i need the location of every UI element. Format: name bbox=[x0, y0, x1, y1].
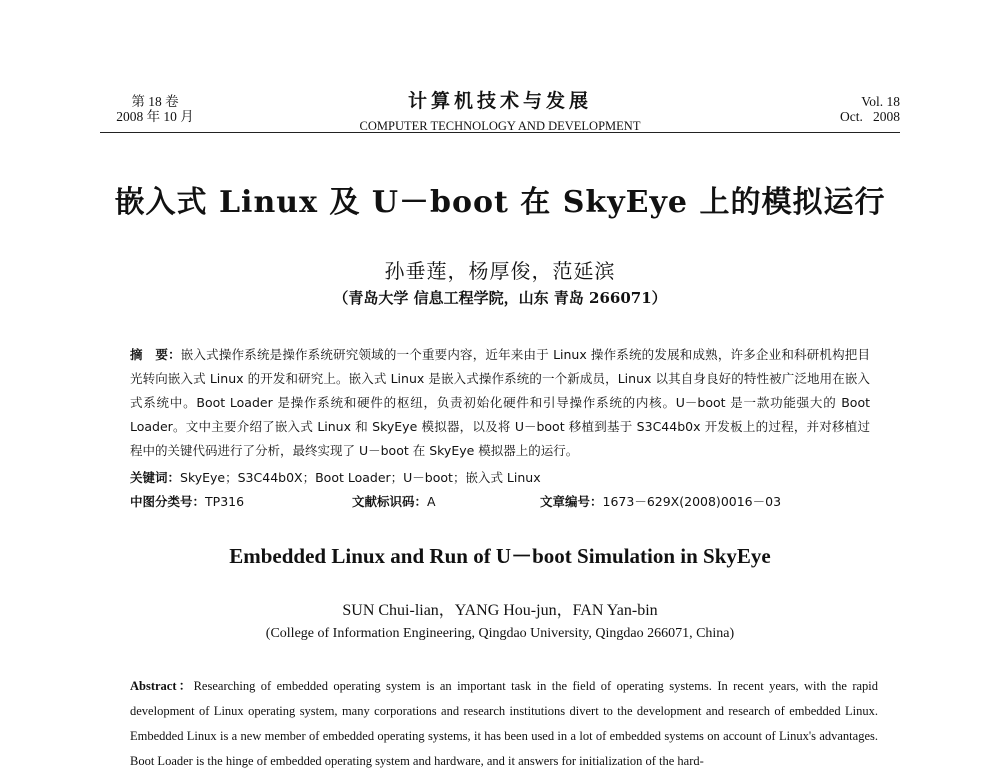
header-left bbox=[100, 94, 210, 124]
affiliation-cn: （青岛大学 信息工程学院，山东 青岛 266071） bbox=[333, 289, 667, 307]
journal-title-cn: 计算机技术与发展 bbox=[407, 90, 592, 112]
article-no-value: 1673－629X(2008)0016－03 bbox=[602, 494, 782, 509]
date-en: Oct. 2008 bbox=[840, 109, 900, 124]
journal-title-en: COMPUTER TECHNOLOGY AND DEVELOPMENT bbox=[359, 119, 641, 133]
abstract-en-text: Researching of embedded operating system is an important task in the field of operating systems. In recent years, with the rapid development of Linux operating system, many corporations and research institutions divert to the development and research of embedded Linux. Embedded Linux is a new member of embedded operating systems, it has been used in a lot of embedded systems on account of Linux's advantages. Boot Loader is the hinge of embedded operating system and hardware, and it answers for initialization of the hard- bbox=[130, 679, 878, 768]
abstract-en-label: Abstract： bbox=[130, 679, 194, 693]
header-rule bbox=[100, 132, 900, 133]
clc-label: 中图分类号： bbox=[130, 494, 206, 509]
authors-cn: 孙垂莲，杨厚俊，范延滨 bbox=[384, 259, 616, 283]
paper-title-cn: 嵌入式 Linux 及 U－boot 在 SkyEye 上的模拟运行 bbox=[114, 185, 886, 220]
document-code bbox=[352, 492, 436, 510]
abstract-cn bbox=[130, 343, 870, 463]
authors-en: SUN Chui-lian，YANG Hou-jun，FAN Yan-bin bbox=[342, 602, 658, 619]
doc-code-value: A bbox=[427, 494, 436, 509]
abstract-cn-text: 嵌入式操作系统是操作系统研究领域的一个重要内容，近年来由于 Linux 操作系统的发展和成熟，许多企业和科研机构把目光转向嵌入式 Linux 的开发和研究上。嵌入式 Linux 是嵌入式操作系统的一个新成员，Linux 以其自身良好的特性被广泛地用在嵌入式系统中。Boot Loader 是操作系统和硬件的枢纽，负责初始化硬件和引导操作系统的内核。U－boot 是一款功能强大的 Boot Loader。文中主要介绍了嵌入式 Linux 和 SkyEye 模拟器，以及将 U－boot 移植到基于 S3C44b0x 开发板上的过程，并对移植过程中的关键代码进行了分析，最终实现了 U－boot 在 SkyEye 模拟器上的运行。 bbox=[130, 347, 870, 458]
clc-value: TP316 bbox=[205, 494, 245, 509]
article-no-label: 文章编号： bbox=[540, 494, 603, 509]
header-center bbox=[300, 86, 700, 134]
clc-number bbox=[130, 492, 244, 510]
keywords bbox=[130, 468, 870, 486]
date-cn: 2008 年 10 月 bbox=[116, 109, 194, 124]
keywords-label: 关键词： bbox=[130, 470, 181, 485]
volume-en: Vol. 18 bbox=[861, 94, 900, 109]
abstract-cn-label: 摘 要： bbox=[130, 347, 181, 362]
abstract-en bbox=[130, 674, 878, 774]
affiliation-en: (College of Information Engineering, Qingdao University, Qingdao 266071, China) bbox=[265, 626, 735, 641]
volume-cn: 第 18 卷 bbox=[131, 94, 179, 109]
doc-code-label: 文献标识码： bbox=[352, 494, 428, 509]
keywords-text: SkyEye；S3C44b0X；Boot Loader；U－boot；嵌入式 Linux bbox=[180, 470, 541, 485]
classification-line bbox=[130, 492, 870, 510]
paper-title-en: Embedded Linux and Run of U－boot Simulation in SkyEye bbox=[229, 544, 771, 568]
header-right bbox=[800, 94, 900, 124]
article-number bbox=[540, 492, 781, 510]
